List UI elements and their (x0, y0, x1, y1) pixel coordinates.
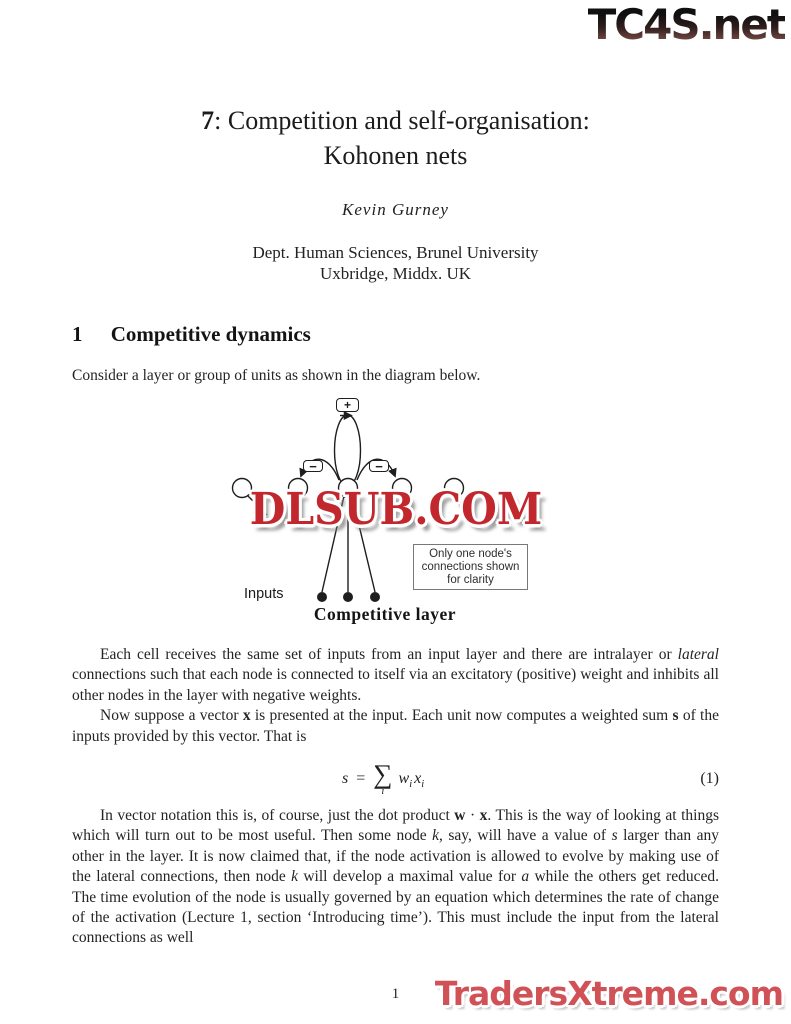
affiliation (72, 242, 719, 284)
title-block (72, 103, 719, 284)
watermark-dlsub: DLSUB.COM (249, 483, 543, 535)
inhibitory-minus-box-left: − (303, 460, 323, 472)
equals-sign: = (356, 770, 366, 787)
paragraph-now-suppose: Now suppose a vector x is presented at the input. Each unit now computes a weighted sum s of the inputs provided by this vector. That is (72, 707, 719, 745)
note-line-3: for clarity (447, 573, 494, 586)
page-number: 1 (391, 986, 400, 1002)
section-heading (72, 322, 311, 347)
paragraph-each-cell: Each cell receives the same set of inputs from an input layer and there are intralayer or lateral connections such that each node is connected to itself via an excitatory (positive) weight and inhibits all other nodes in the layer with negative weights. (72, 646, 719, 704)
document-title-line-2: Kohonen nets (323, 141, 468, 170)
author-name: Kevin Gurney (342, 200, 449, 219)
sigma-subscript: i (381, 786, 385, 797)
watermark-tc4s: TC4S.net (587, 0, 785, 49)
input-dot-left (317, 592, 327, 602)
self-excitation-loop (335, 415, 361, 486)
paragraph-block-1 (72, 645, 719, 747)
summation-symbol (373, 761, 392, 797)
sigma: ∑ (373, 759, 393, 789)
inputs-label: Inputs (244, 586, 284, 602)
input-var: x (414, 770, 422, 787)
weight-var: w (398, 770, 410, 787)
excitatory-plus-box: + (336, 398, 359, 412)
paragraph-vector-notation: In vector notation this is, of course, just the dot product w · x. This is the way of looking at things which will turn out to be most useful. Then some node k, say, will have a value of s larger than any other in the layer. It is now claimed that, if the node activation is allowed to evolve by making use of the lateral connections, then node k will develop a maximal value for a while the others get reduced. The time evolution of the node is usually governed by an equation which determines the rate of change of the activation (Lecture 1, section ‘Introducing time’). This must include the input from the lateral connections as well (72, 807, 719, 947)
note-line-1: Only one node's (429, 547, 512, 560)
input-dot-right (370, 592, 380, 602)
weight-subscript: i (409, 778, 413, 790)
input-dot-middle (343, 592, 353, 602)
note-line-2: connections shown (421, 560, 520, 573)
document-title-line-1: 7: Competition and self-organisation: (201, 106, 590, 135)
paragraph-intro: Consider a layer or group of units as shown in the diagram below. (72, 367, 481, 384)
section-number: 1 (72, 322, 83, 346)
equation-number: (1) (700, 770, 719, 787)
equation-1 (342, 761, 426, 797)
input-subscript: i (421, 778, 425, 790)
section-title: Competitive dynamics (110, 322, 311, 346)
affiliation-line-1: Dept. Human Sciences, Brunel University (252, 243, 539, 262)
inhibitory-minus-box-right: − (369, 460, 389, 472)
equation-row (72, 754, 719, 804)
affiliation-line-2: Uxbridge, Middx. UK (319, 264, 472, 283)
paragraph-block-2 (72, 806, 719, 949)
diagram-caption: Competitive layer (313, 604, 457, 624)
equation-lhs: s (342, 770, 349, 787)
watermark-tradersxtreme: TradersXtreme.com (434, 974, 783, 1013)
clarity-note-box (413, 544, 528, 590)
